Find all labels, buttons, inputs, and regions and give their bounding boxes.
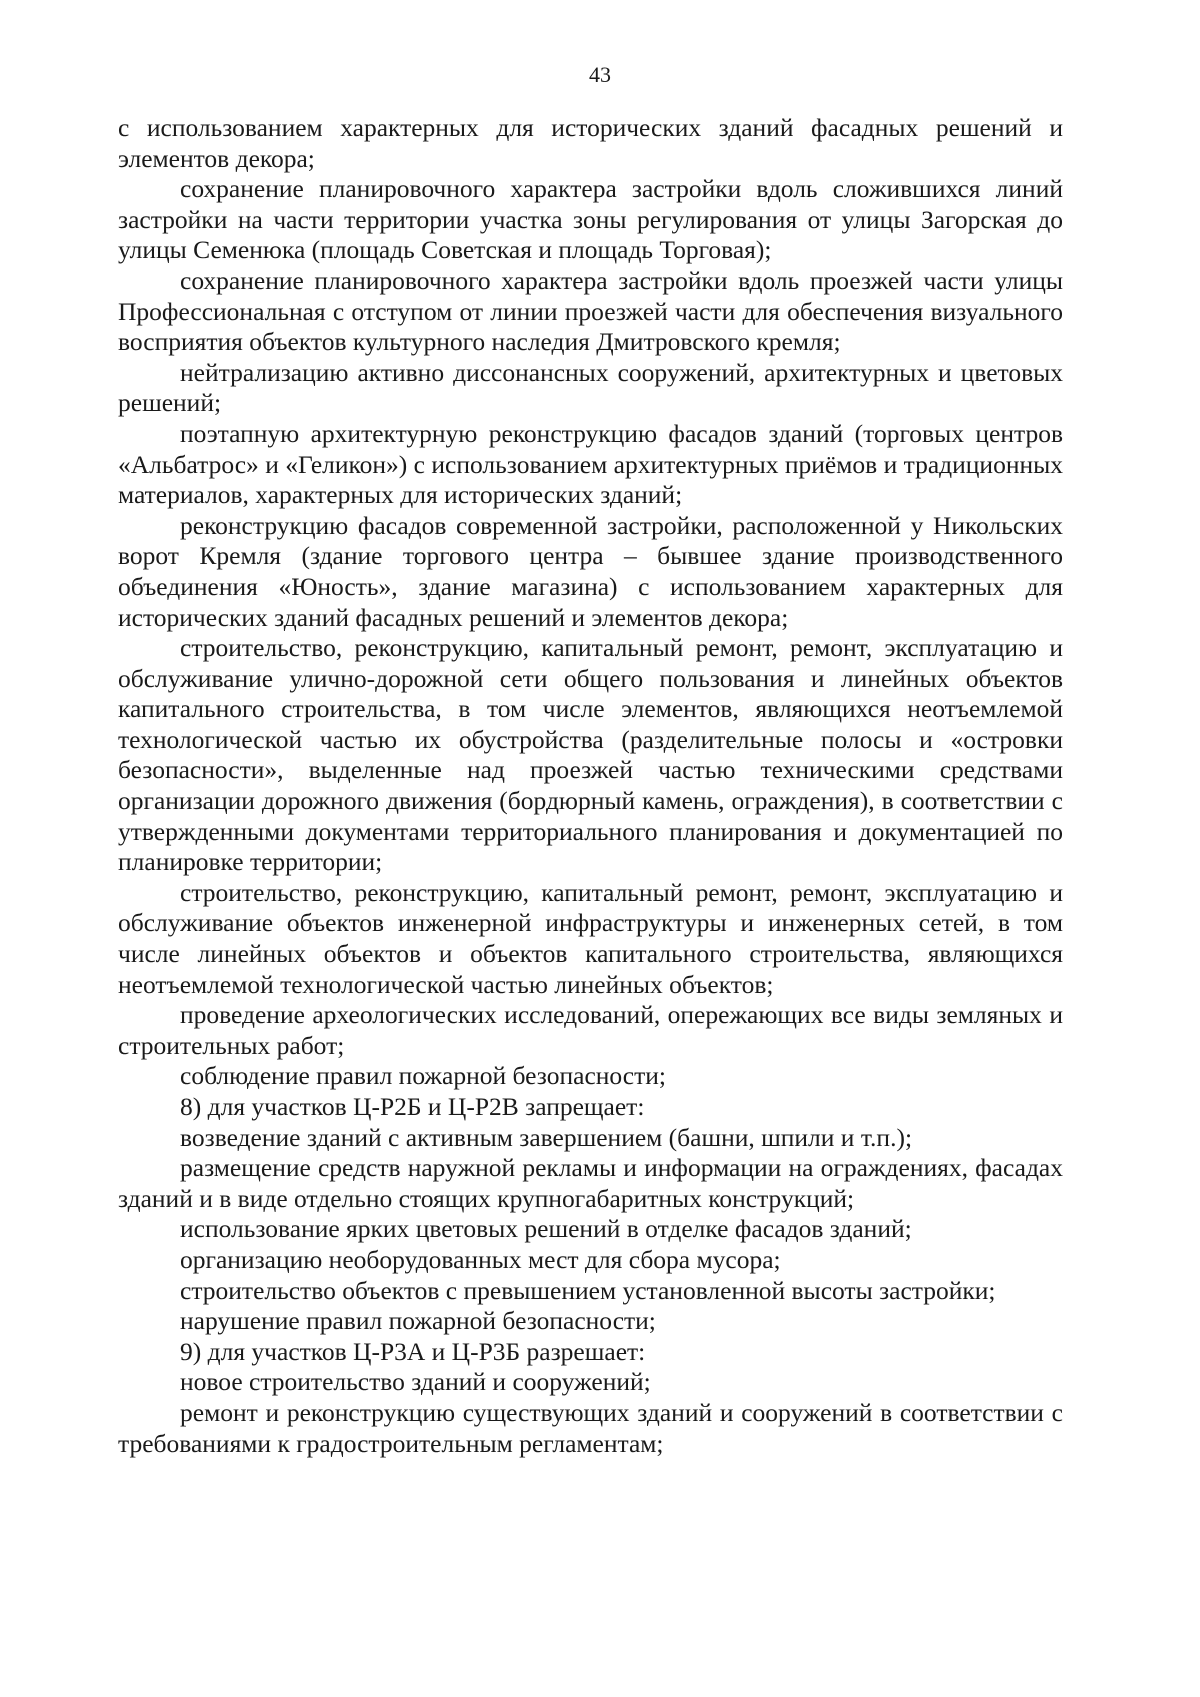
- paragraph: новое строительство зданий и сооружений;: [180, 1367, 651, 1397]
- document-body: [118, 113, 1063, 1459]
- paragraph: строительство, реконструкцию, капитальный ремонт, ремонт, эксплуатацию и обслуживание объектов инженерной инфраструктуры и инженерных сетей, в том числе линейных объектов и объектов капитального строительства, являющихся неотъемлемой технологической частью линейных объектов;: [118, 877, 1063, 999]
- paragraph: организацию необорудованных мест для сбора мусора;: [180, 1244, 781, 1274]
- list-item-heading: 8) для участков Ц-Р2Б и Ц-Р2В запрещает:: [180, 1092, 645, 1121]
- paragraph: поэтапную архитектурную реконструкцию фасадов зданий (торговых центров «Альбатрос» и «Геликон») с использованием архитектурных приёмов и традиционных материалов, характерных для исторических зданий;: [118, 418, 1063, 510]
- page-number: 43: [589, 62, 611, 87]
- paragraph: строительство, реконструкцию, капитальный ремонт, ремонт, эксплуатацию и обслуживание улично-дорожной сети общего пользования и линейных объектов капитального строительства, в том числе элементов, являющихся неотъемлемой технологической частью их обустройства (разделительные полосы и «островки безопасности», выделенные над проезжей частью техническими средствами организации дорожного движения (бордюрный камень, ограждения), в соответствии с утвержденными документами территориального планирования и документацией по планировке территории;: [118, 633, 1063, 877]
- paragraph: сохранение планировочного характера застройки вдоль проезжей части улицы Профессиональная с отступом от линии проезжей части для обеспечения визуального восприятия объектов культурного наследия Дмитровского кремля;: [118, 265, 1063, 357]
- paragraph: соблюдение правил пожарной безопасности;: [180, 1061, 666, 1091]
- paragraph: использование ярких цветовых решений в отделке фасадов зданий;: [180, 1214, 912, 1244]
- paragraph: ремонт и реконструкцию существующих зданий и сооружений в соответствии с требованиями к градостроительным регламентам;: [118, 1397, 1063, 1458]
- paragraph: строительство объектов с превышением установленной высоты застройки;: [180, 1275, 996, 1305]
- paragraph: нарушение правил пожарной безопасности;: [180, 1306, 656, 1336]
- paragraph: нейтрализацию активно диссонансных сооружений, архитектурных и цветовых решений;: [118, 357, 1063, 418]
- paragraph: размещение средств наружной рекламы и информации на ограждениях, фасадах зданий и в виде отдельно стоящих крупногабаритных конструкций;: [118, 1153, 1063, 1213]
- paragraph: реконструкцию фасадов современной застройки, расположенной у Никольских ворот Кремля (здание торгового центра – бывшее здание производственного объединения «Юность», здание магазина) с использованием характерных для исторических зданий фасадных решений и элементов декора;: [118, 510, 1063, 632]
- paragraph: сохранение планировочного характера застройки вдоль сложившихся линий застройки на части территории участка зоны регулирования от улицы Загорская до улицы Семенюка (площадь Советская и площадь Торговая);: [118, 174, 1063, 265]
- paragraph: проведение археологических исследований, опережающих все виды земляных и строительных работ;: [118, 1000, 1063, 1060]
- list-item-heading: 9) для участков Ц-Р3А и Ц-Р3Б разрешает:: [180, 1336, 646, 1366]
- paragraph: с использованием характерных для исторических зданий фасадных решений и элементов декора;: [118, 113, 1063, 173]
- paragraph: возведение зданий с активным завершением (башни, шпили и т.п.);: [180, 1122, 913, 1152]
